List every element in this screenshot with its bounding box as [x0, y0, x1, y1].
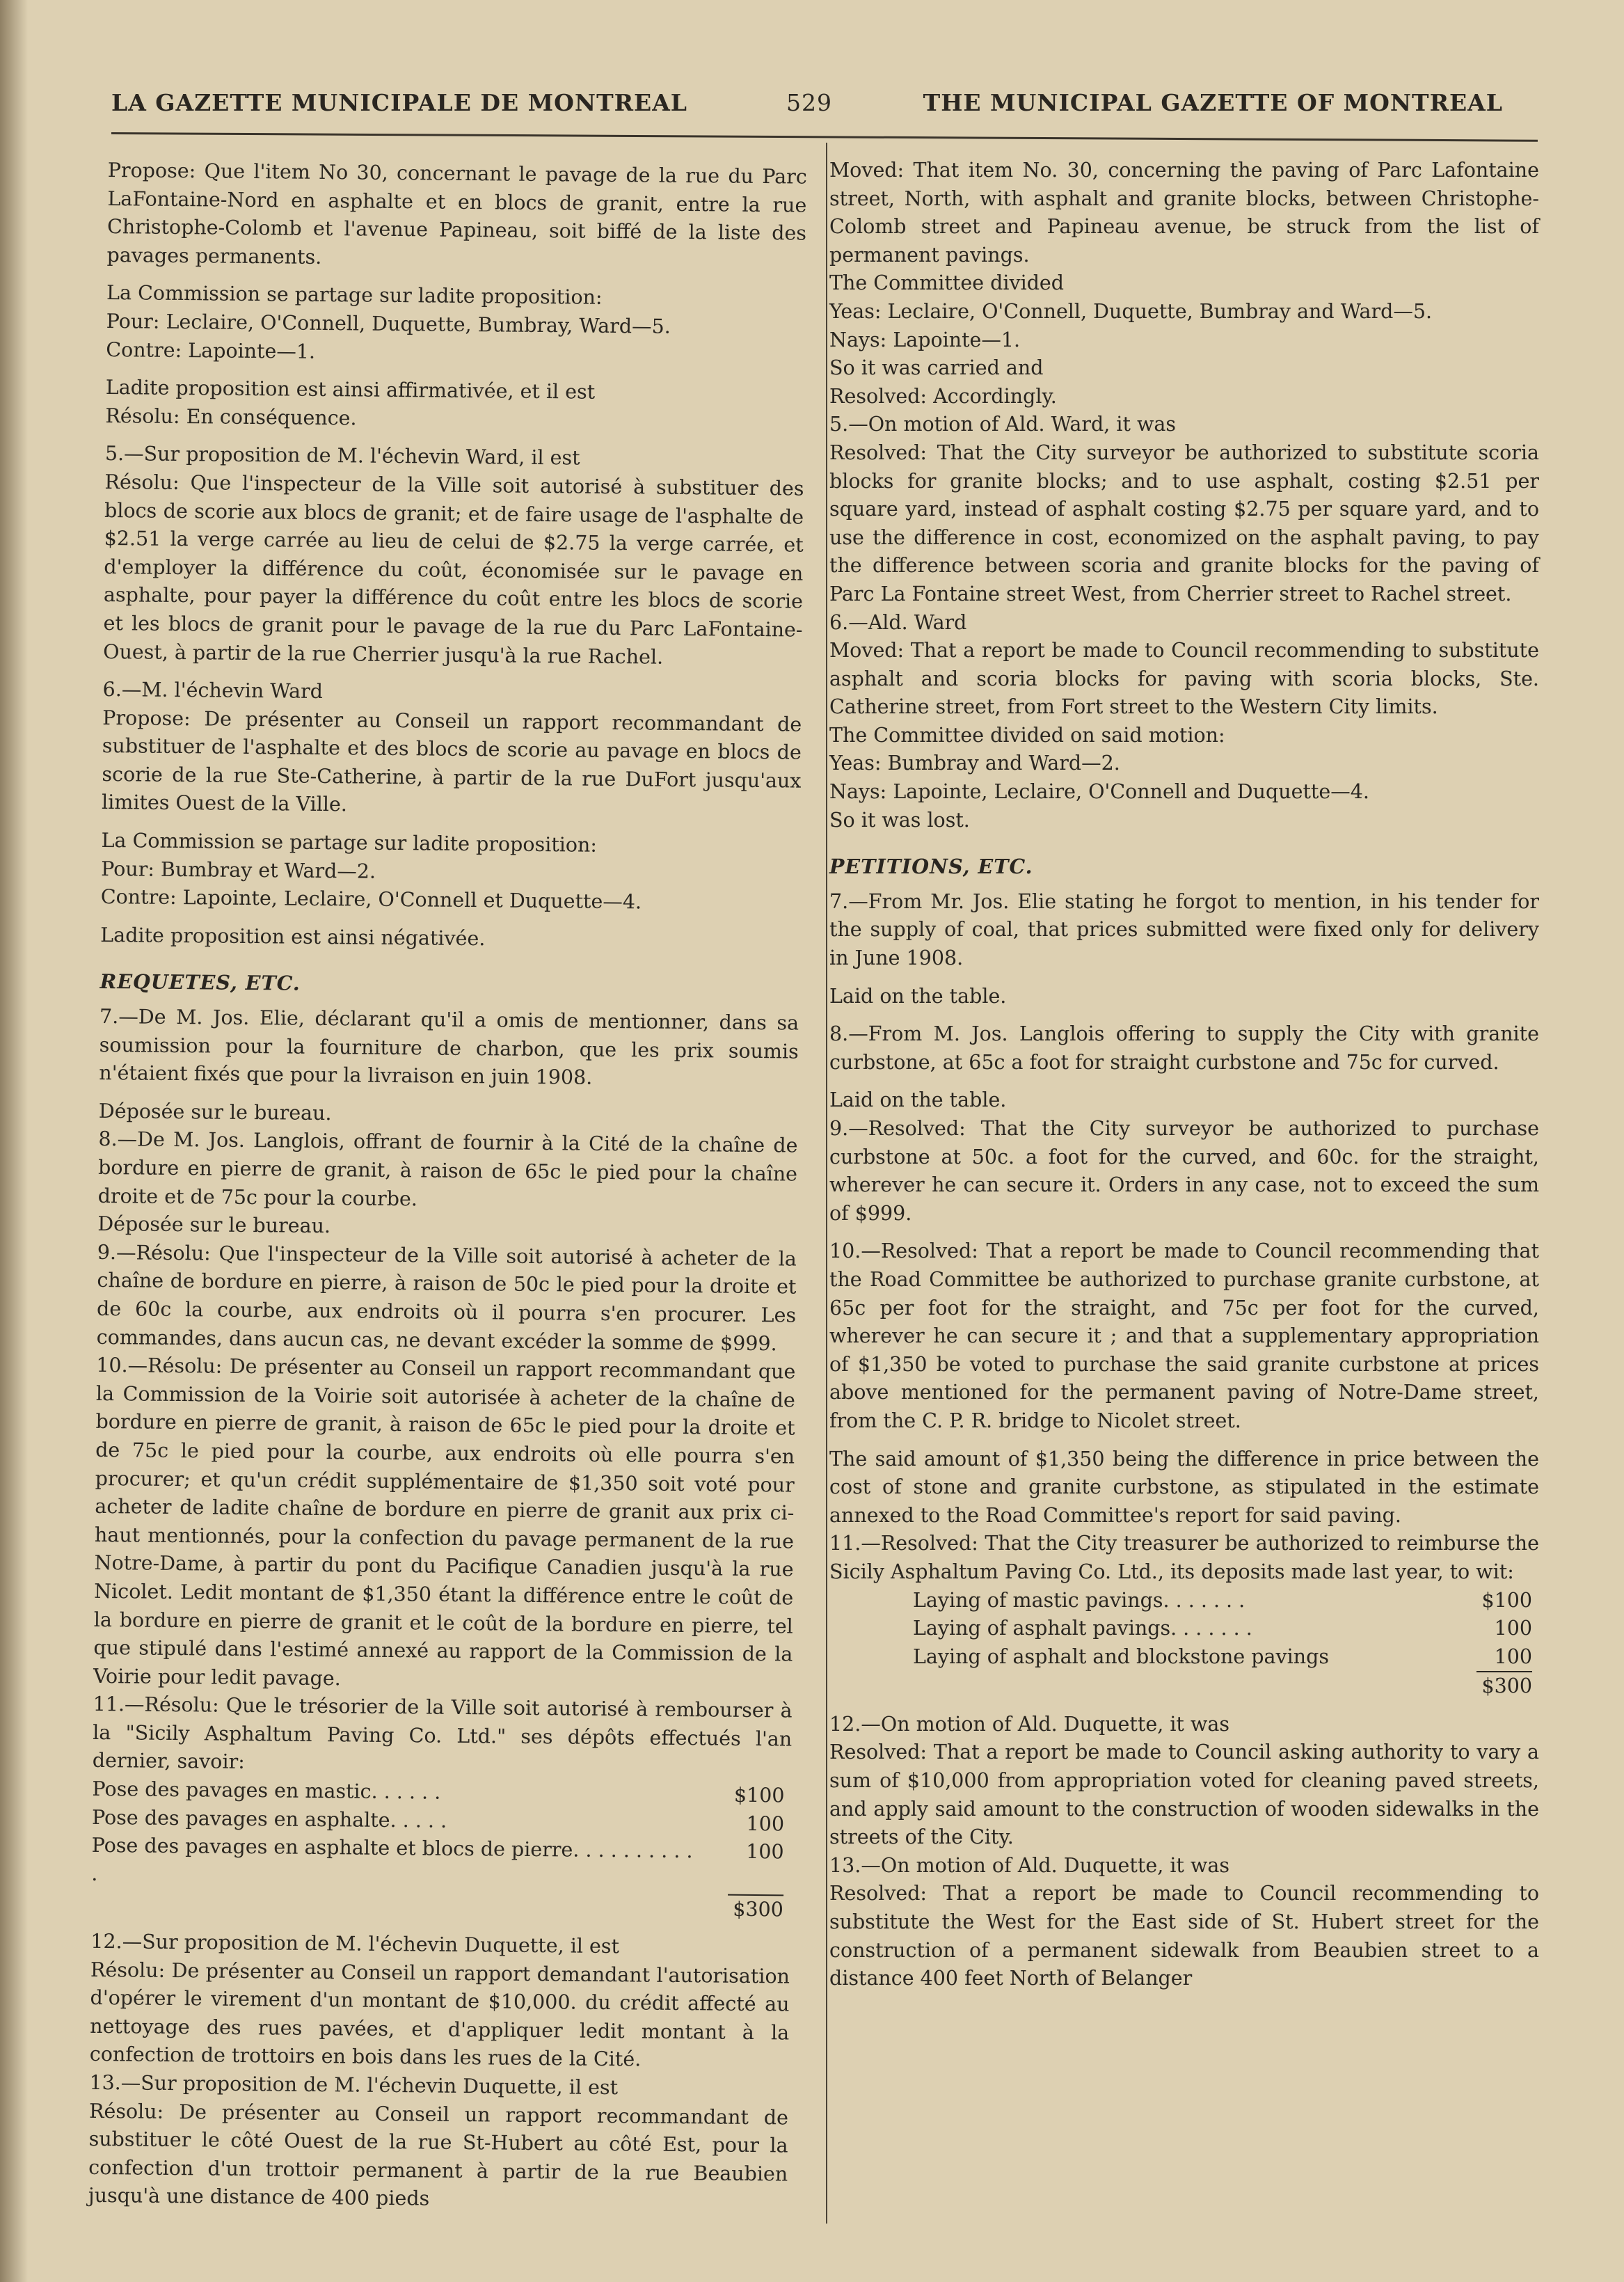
paragraph: Déposée sur le bureau.: [98, 1099, 332, 1125]
section-heading: PETITIONS, ETC.: [829, 855, 1033, 879]
paragraph: Résolu: En conséquence.: [105, 404, 357, 430]
column-divider: [826, 143, 827, 2224]
paragraph: Moved: That item No. 30, concerning the paving of Parc Lafontaine street, North, with asphalt and granite blocks, between Christophe-Colomb street and Papineau avenue, be struck from the list of permanent pavings.: [829, 159, 1539, 267]
english-title: THE MUNICIPAL GAZETTE OF MONTREAL: [923, 89, 1503, 116]
paragraph: 12.—Sur proposition de M. l'échevin Duquette, il est: [90, 1929, 620, 1958]
paragraph: The Committee divided on said motion:: [829, 723, 1225, 747]
paragraph: Pour: Leclaire, O'Connell, Duquette, Bumbray, Ward—5.: [106, 309, 671, 338]
paragraph: 10.—Résolu: De présenter au Conseil un rapport recommandant que la Commission de la Voirie soit autorisée à acheter de la chaîne de bordure en pierre de granit, à raison de 65c le pied pour la droite et de 75c le pied pour la courbe, aux endroits où elle pourra s'en procurer; et qu'un crédit supplémentaire de $1,350 soit voté pour acheter de ladite chaîne de bordure en pierre de granit aux prix ci-haut mentionnés, pour la confection du pavage permanent de la rue Notre-Dame, à partir du pont du Pacifique Canadien jusqu'à la rue Nicolet. Ledit montant de $1,350 étant la différence entre le coût de la bordure en pierre de granit et le coût de la bordure en pierre, tel que stipulé dans l'estimé annexé au rapport de la Commission de la Voirie pour ledit pavage.: [93, 1354, 796, 1690]
paragraph: Contre: Lapointe, Leclaire, O'Connell et Duquette—4.: [100, 885, 642, 914]
paragraph: 13.—On motion of Ald. Duquette, it was: [829, 1853, 1229, 1877]
paragraph: 6.—M. l'échevin Ward: [102, 678, 324, 704]
paragraph: Resolved: That a report be made to Council asking authority to vary a sum of $10,000 from appropriation voted for cleaning paved streets, and apply said amount to the construction of wooden sidewalks in the streets of the City.: [829, 1741, 1539, 1849]
page-edge-shadow: [0, 0, 28, 2282]
paragraph: Yeas: Leclaire, O'Connell, Duquette, Bumbray and Ward—5.: [829, 299, 1433, 323]
table-row: [829, 1615, 1539, 1643]
paragraph: Nays: Lapointe, Leclaire, O'Connell and Duquette—4.: [829, 780, 1369, 804]
paragraph: The said amount of $1,350 being the difference in price between the cost of stone and granite curbstone, as stipulated in the estimate annexed to the Road Committee's report for said paving.: [829, 1447, 1539, 1527]
paragraph: Resolved: That the City surveyor be authorized to substitute scoria blocks for granite blocks; and to use asphalt, costing $2.51 per square yard, instead of asphalt costing $2.75 per square yard, and to use the difference in cost, economized on the asphalt paving, to pay the difference between scoria and granite blocks for the paving of Parc La Fontaine street West, from Cherrier street to Rachel street.: [829, 441, 1539, 605]
paragraph: Propose: De présenter au Conseil un rapport recommandant de substituer de l'asphalte et des blocs de scorie au pavage en blocs de scorie de la rue Ste-Catherine, à partir de la rue DuFort jusqu'aux limites Ouest de la Ville.: [101, 706, 802, 816]
paragraph: 11.—Résolu: Que le trésorier de la Ville soit autorisé à rembourser à la "Sicily Asphaltum Paving Co. Ltd." ses dépôts effectués l'an dernier, savoir:: [92, 1693, 793, 1774]
paragraph: La Commission se partage sur ladite proposition:: [106, 281, 603, 310]
paragraph: Résolu: De présenter au Conseil un rapport demandant l'autorisation d'opérer le virement d'un montant de $10,000. du crédit affecté au nettoyage des rues pavées, et d'appliquer ledit montant à la confection de trottoirs en bois dans les rues de la Cité.: [89, 1958, 790, 2071]
deposit-table: [829, 1587, 1539, 1672]
paragraph: 9.—Resolved: That the City surveyor be authorized to purchase curbstone at 50c. a foot for the curved, and 60c. for the straight, wherever he can secure it. Orders in any case, not to exceed the sum of $999.: [829, 1117, 1539, 1225]
item-label: Pose des pavages en asphalte. . . . .: [91, 1805, 447, 1832]
paragraph: 9.—Résolu: Que l'inspecteur de la Ville soit autorisé à acheter de la chaîne de bordure en pierre, à raison de 50c le pied pour la droite et de 60c la courbe, aux endroits où il pourra s'en procurer. Les commandes, dans aucun cas, ne devant excéder la somme de $999.: [96, 1240, 797, 1355]
paragraph: Moved: That a report be made to Council recommending to substitute asphalt and scoria blocks for paving with scoria blocks, Ste. Catherine street, from Fort street to the Western City limits.: [829, 639, 1539, 719]
header-rule: [111, 132, 1538, 142]
total-amount: $300: [733, 1898, 784, 1922]
table-row: [829, 1643, 1539, 1672]
deposit-table: [91, 1775, 792, 1895]
item-amount: 100: [746, 1840, 784, 1864]
item-label: Laying of mastic pavings. . . . . . .: [913, 1588, 1245, 1612]
paragraph: Pour: Bumbray et Ward—2.: [101, 857, 376, 883]
paragraph: 13.—Sur proposition de M. l'échevin Duquette, il est: [89, 2070, 619, 2100]
paragraph: 10.—Resolved: That a report be made to Council recommending that the Road Committee be authorized to purchase granite curbstone, at 65c per foot for the straight, and 75c per foot for the curved, wherever he can secure it ; and that a supplementary appropriation of $1,350 be voted to purchase the said granite curbstone at prices above mentioned for the permanent paving of Notre-Dame street, from the C. P. R. bridge to Nicolet street.: [829, 1239, 1539, 1432]
paragraph: 5.—On motion of Ald. Ward, it was: [829, 413, 1177, 436]
item-label: Pose des pavages en mastic. . . . . .: [92, 1777, 441, 1804]
french-title: LA GAZETTE MUNICIPALE DE MONTREAL: [111, 89, 688, 116]
paragraph: Laid on the table.: [829, 984, 1007, 1008]
paragraph: Ladite proposition est ainsi négativée.: [100, 923, 486, 951]
paragraph: Resolved: That a report be made to Council recommending to substitute the West for the East side of St. Hubert street for the construction of a permanent sidewalk from Beaubien street to a distance 400 feet North of Belanger: [829, 1882, 1539, 1990]
paragraph: So it was lost.: [829, 808, 970, 832]
paragraph: Yeas: Bumbray and Ward—2.: [829, 752, 1120, 775]
paragraph: 7.—De M. Jos. Elie, déclarant qu'il a omis de mentionner, dans sa soumission pour la fourniture de charbon, que les prix soumis n'étaient fixés que pour la livraison en juin 1908.: [99, 1004, 799, 1089]
paragraph: 8.—From M. Jos. Langlois offering to supply the City with granite curbstone, at 65c a foot for straight curbstone and 75c for curved.: [829, 1022, 1539, 1074]
item-label: Pose des pavages en asphalte et blocs de pierre. . . . . . . . . . .: [91, 1834, 693, 1885]
paragraph: Resolved: Accordingly.: [829, 384, 1057, 408]
item-label: Laying of asphalt and blockstone pavings: [913, 1645, 1329, 1668]
paragraph: 5.—Sur proposition de M. l'échevin Ward, il est: [104, 442, 580, 470]
total-amount: $300: [1481, 1674, 1532, 1698]
paragraph: 11.—Resolved: That the City treasurer be authorized to reimburse the Sicily Asphaltum Paving Co. Ltd., its deposits made last year, to wit:: [829, 1532, 1539, 1583]
item-amount: 100: [746, 1812, 785, 1836]
item-amount: $100: [733, 1783, 785, 1807]
page-number: 529: [786, 89, 832, 116]
paragraph: Propose: Que l'item No 30, concernant le pavage de la rue du Parc LaFontaine-Nord en asphalte et en blocs de granit, entre la rue Christophe-Colomb et l'avenue Papineau, soit biffé de la liste des pavages permanents.: [106, 158, 807, 269]
table-row: [91, 1832, 791, 1895]
item-amount: $100: [1481, 1588, 1532, 1612]
paragraph: 6.—Ald. Ward: [829, 610, 967, 634]
paragraph: 7.—From Mr. Jos. Elie stating he forgot to mention, in his tender for the supply of coal, that prices submitted were fixed only for delivery in June 1908.: [829, 889, 1539, 970]
paragraph: Nays: Lapointe—1.: [829, 328, 1021, 351]
paragraph: Contre: Lapointe—1.: [106, 338, 316, 363]
table-row: [829, 1587, 1539, 1615]
paragraph: The Committee divided: [829, 271, 1065, 295]
section-heading: REQUETES, ETC.: [99, 969, 301, 996]
paragraph: Ladite proposition est ainsi affirmativée, et il est: [105, 376, 596, 404]
item-label: Laying of asphalt pavings. . . . . . .: [913, 1617, 1252, 1640]
paragraph: Laid on the table.: [829, 1088, 1007, 1112]
paragraph: So it was carried and: [829, 356, 1044, 380]
french-column: [88, 157, 807, 2217]
english-column: [829, 157, 1539, 1993]
item-amount: 100: [1494, 1645, 1532, 1668]
paragraph: La Commission se partage sur ladite proposition:: [101, 829, 598, 857]
paragraph: Résolu: De présenter au Conseil un rapport recommandant de substituer le côté Ouest de la rue St-Hubert au côté Est, pour la confection d'un trottoir permanent à partir de la rue Beaubien jusqu'à une distance de 400 pieds: [88, 2099, 789, 2210]
paragraph: 12.—On motion of Ald. Duquette, it was: [829, 1712, 1229, 1736]
paragraph: Déposée sur le bureau.: [97, 1212, 331, 1238]
item-amount: 100: [1494, 1617, 1532, 1640]
paragraph: 8.—De M. Jos. Langlois, offrant de fournir à la Cité de la chaîne de bordure en pierre de granit, à raison de 65c le pied pour la chaîne droite et de 75c pour la courbe.: [97, 1127, 798, 1210]
paragraph: Résolu: Que l'inspecteur de la Ville soit autorisé à substituer des blocs de scorie aux blocs de granit; et de faire usage de l'asphalte de $2.51 la verge carrée au lieu de celui de $2.75 la verge carrée, et d'employer la différence du coût, économisée sur le pavage en asphalte, pour payer la différence du coût entre les blocs de scorie et les blocs de granit pour le pavage de la rue du Parc LaFontaine-Ouest, à partir de la rue Cherrier jusqu'à la rue Rachel.: [103, 470, 804, 669]
page-header: [111, 89, 1503, 131]
